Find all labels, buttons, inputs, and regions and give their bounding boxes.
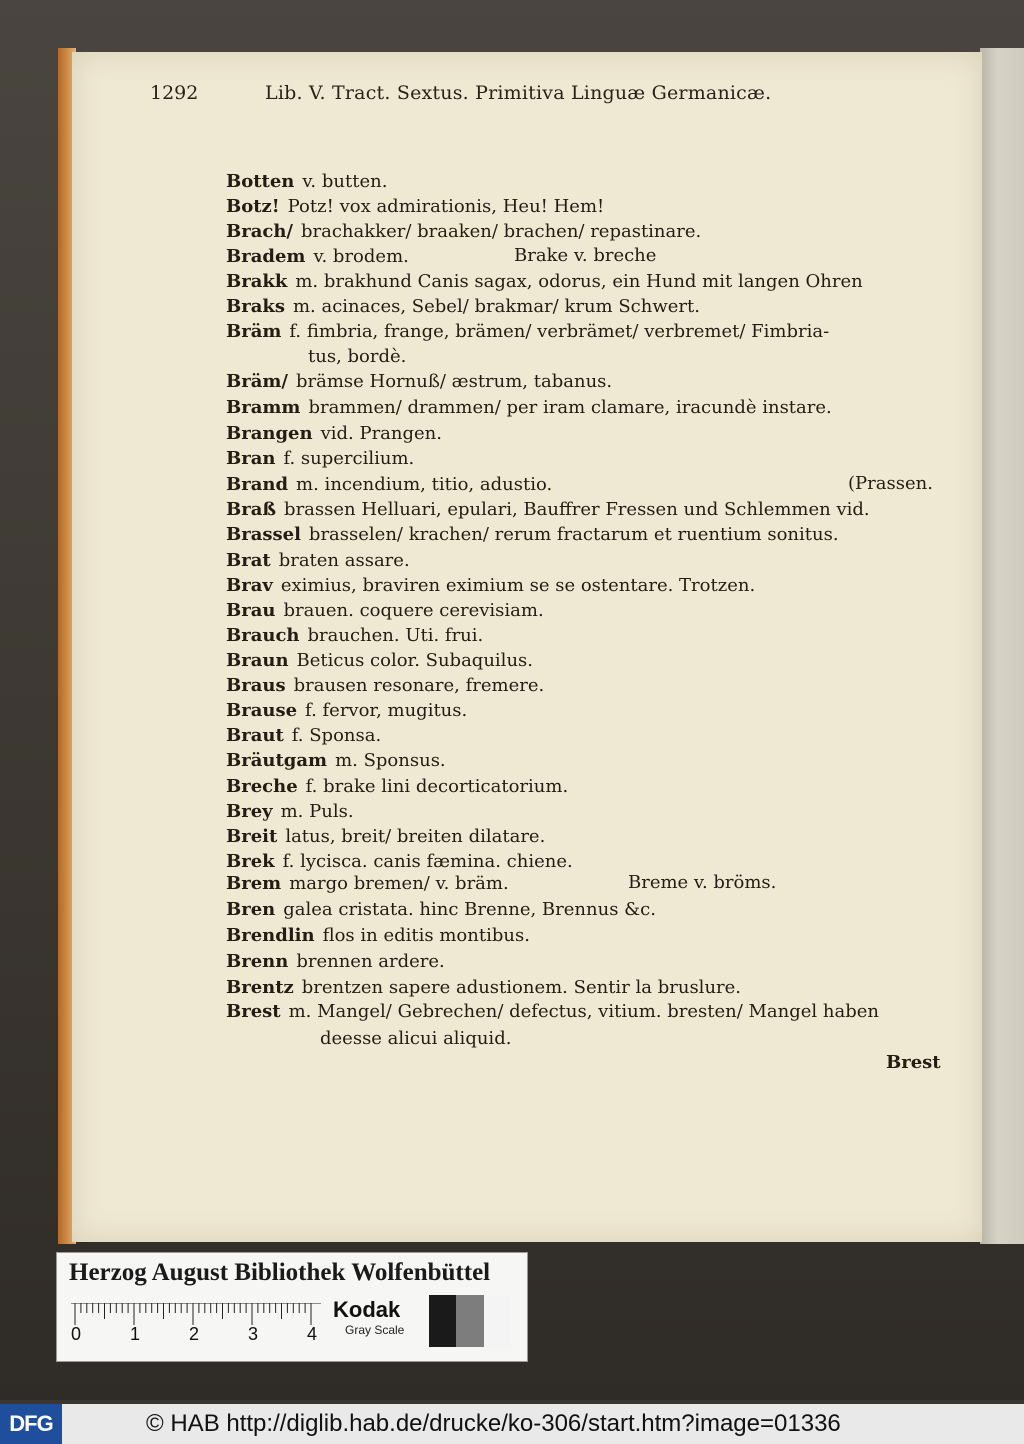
kodak-logo: Kodak: [333, 1297, 401, 1322]
entry-headword: Braß: [226, 499, 277, 520]
entry-headword: Brest: [226, 1001, 281, 1022]
entry-continuation: tus, bordè.: [308, 346, 407, 367]
entry-headword: Brey: [226, 801, 273, 822]
entry-headword: Bräm: [226, 321, 282, 342]
entry-definition: m. Puls.: [280, 801, 354, 822]
entry-definition: m. Mangel/ Gebrechen/ defectus, vitium. bresten/ Mangel haben: [288, 1001, 879, 1022]
dictionary-entry: [226, 270, 956, 294]
entry-definition: brennen ardere.: [296, 951, 445, 972]
entry-definition: m. Sponsus.: [335, 750, 446, 771]
entry-headword: Brach/: [226, 221, 293, 242]
entry-definition: brachakker/ braaken/ brachen/ repastinare.: [300, 221, 702, 242]
entry-definition: v. brodem.: [313, 246, 409, 267]
entry-headword: Brau: [226, 600, 276, 621]
entry-headword: Bräutgam: [226, 750, 328, 771]
entry-definition: f. lycisca. canis fæmina. chiene.: [282, 851, 573, 872]
dictionary-entry: [226, 549, 956, 573]
running-head-title: Lib. V. Tract. Sextus. Primitiva Linguæ Germanicæ.: [265, 82, 772, 104]
entry-continuation: deesse alicui aliquid.: [320, 1028, 512, 1049]
entry-definition: brammen/ drammen/ per iram clamare, iracundè instare.: [308, 397, 832, 418]
entry-definition: m. brakhund Canis sagax, odorus, ein Hund mit langen Ohren: [295, 271, 863, 292]
entry-headword: Bräm/: [226, 371, 288, 392]
library-name: Herzog August Bibliothek Wolfenbüttel: [69, 1259, 491, 1286]
gray-patch: [429, 1295, 456, 1347]
entry-definition: margo bremen/ v. bräm.: [289, 873, 509, 894]
entry-headword: Brauch: [226, 625, 300, 646]
entry-definition: m. acinaces, Sebel/ brakmar/ krum Schwert.: [292, 296, 700, 317]
entry-definition: brassen Helluari, epulari, Bauffrer Fressen und Schlemmen vid.: [284, 499, 870, 520]
entry-definition: braten assare.: [278, 550, 410, 571]
dictionary-entry: [226, 976, 956, 1000]
ruler-number: 3: [248, 1324, 259, 1341]
ruler-number: 4: [307, 1324, 318, 1341]
dictionary-entry: [226, 724, 956, 748]
entry-headword: Bramm: [226, 397, 301, 418]
dictionary-entry: [226, 699, 956, 723]
gray-scale-card: [429, 1295, 511, 1347]
entry-definition: f. fimbria, frange, brämen/ verbrämet/ verbremet/ Fimbria-: [289, 321, 830, 342]
page-number: 1292: [150, 82, 199, 104]
dictionary-entry: [226, 1000, 956, 1024]
entry-definition: brasselen/ krachen/ rerum fractarum et ruentium sonitus.: [308, 524, 839, 545]
dictionary-entry: [226, 674, 956, 698]
entry-headword: Bren: [226, 899, 276, 920]
dictionary-entry: [226, 396, 956, 420]
ruler-number: 0: [71, 1324, 82, 1341]
dictionary-entry: [226, 320, 956, 344]
entry-headword: Braun: [226, 650, 289, 671]
entry-headword: Bran: [226, 448, 276, 469]
entry-definition: f. fervor, mugitus.: [305, 700, 468, 721]
entry-headword: Brassel: [226, 524, 301, 545]
dictionary-entry: [226, 850, 956, 874]
entry-headword: Breche: [226, 776, 298, 797]
entry-headword: Brenn: [226, 951, 289, 972]
dictionary-entry: [226, 473, 956, 497]
dictionary-entry: [226, 872, 956, 896]
gray-patch: [456, 1295, 483, 1347]
entry-headword: Braks: [226, 296, 285, 317]
sub-entry-breme: Breme v. bröms.: [628, 872, 777, 893]
entry-definition: f. brake lini decorticatorium.: [305, 776, 569, 797]
sub-entry-brake: Brake v. breche: [514, 245, 657, 266]
entry-headword: Brek: [226, 851, 275, 872]
dictionary-entry: [226, 924, 956, 948]
ruler: [71, 1303, 321, 1341]
dictionary-entry: [226, 574, 956, 598]
entry-definition: brämse Hornuß/ æstrum, tabanus.: [295, 371, 613, 392]
dictionary-entry: [226, 422, 956, 446]
entry-definition: brauen. coquere cerevisiam.: [283, 600, 544, 621]
gray-scale-caption: Gray Scale: [345, 1323, 405, 1337]
entry-headword: Brem: [226, 873, 282, 894]
entry-headword: Botz!: [226, 196, 280, 217]
entry-headword: Brand: [226, 474, 289, 495]
dictionary-entry: [226, 195, 956, 219]
gray-patch: [484, 1295, 511, 1347]
dictionary-entry: [226, 523, 956, 547]
entry-definition: latus, breit/ breiten dilatare.: [285, 826, 546, 847]
dictionary-entry: [226, 800, 956, 824]
sub-entry-prassen: (Prassen.: [848, 473, 933, 494]
dictionary-entry: [226, 624, 956, 648]
entry-definition: brausen resonare, fremere.: [293, 675, 545, 696]
dictionary-entry: [226, 898, 956, 922]
entry-definition: flos in editis montibus.: [322, 925, 530, 946]
dfg-logo: DFG: [0, 1404, 62, 1444]
dictionary-entry: [226, 170, 956, 194]
entry-definition: galea cristata. hinc Brenne, Brennus &c.: [283, 899, 656, 920]
dictionary-entry: [226, 775, 956, 799]
entry-headword: Breit: [226, 826, 278, 847]
dictionary-entry: [226, 749, 956, 773]
entry-definition: Potz! vox admirationis, Heu! Hem!: [287, 196, 605, 217]
dictionary-entry: [226, 370, 956, 394]
entry-headword: Braus: [226, 675, 286, 696]
dictionary-entry: [226, 649, 956, 673]
dictionary-entry: [226, 498, 956, 522]
next-page-edge: [980, 48, 1024, 1244]
running-head: [150, 82, 870, 112]
dictionary-entry: [226, 950, 956, 974]
dictionary-entry: [226, 599, 956, 623]
entry-definition: v. butten.: [302, 171, 388, 192]
entry-headword: Brendlin: [226, 925, 315, 946]
entry-headword: Brakk: [226, 271, 288, 292]
ruler-number: 2: [189, 1324, 200, 1341]
ruler-number: 1: [130, 1324, 141, 1341]
copyright-link[interactable]: © HAB http://diglib.hab.de/drucke/ko-306/start.htm?image=01336: [146, 1410, 841, 1437]
entry-definition: Beticus color. Subaquilus.: [296, 650, 533, 671]
dictionary-entry: [226, 295, 956, 319]
library-label: [56, 1252, 528, 1362]
entry-headword: Brav: [226, 575, 273, 596]
catchword: Brest: [886, 1052, 941, 1073]
dictionary-entry: [226, 220, 956, 244]
entry-definition: f. supercilium.: [283, 448, 415, 469]
entry-definition: f. Sponsa.: [291, 725, 382, 746]
entry-definition: brentzen sapere adustionem. Sentir la bruslure.: [301, 977, 742, 998]
entry-headword: Brat: [226, 550, 271, 571]
entry-headword: Brause: [226, 700, 298, 721]
entry-definition: brauchen. Uti. frui.: [307, 625, 484, 646]
entry-headword: Brangen: [226, 423, 313, 444]
dictionary-entry: [226, 825, 956, 849]
entry-definition: eximius, braviren eximium se se ostentare. Trotzen.: [280, 575, 756, 596]
entry-headword: Brentz: [226, 977, 294, 998]
entry-headword: Botten: [226, 171, 295, 192]
footer-bar: [0, 1404, 1024, 1444]
entry-definition: m. incendium, titio, adustio.: [296, 474, 553, 495]
entry-headword: Braut: [226, 725, 284, 746]
entry-definition: vid. Prangen.: [320, 423, 442, 444]
dictionary-entry: [226, 447, 956, 471]
entry-headword: Bradem: [226, 246, 306, 267]
